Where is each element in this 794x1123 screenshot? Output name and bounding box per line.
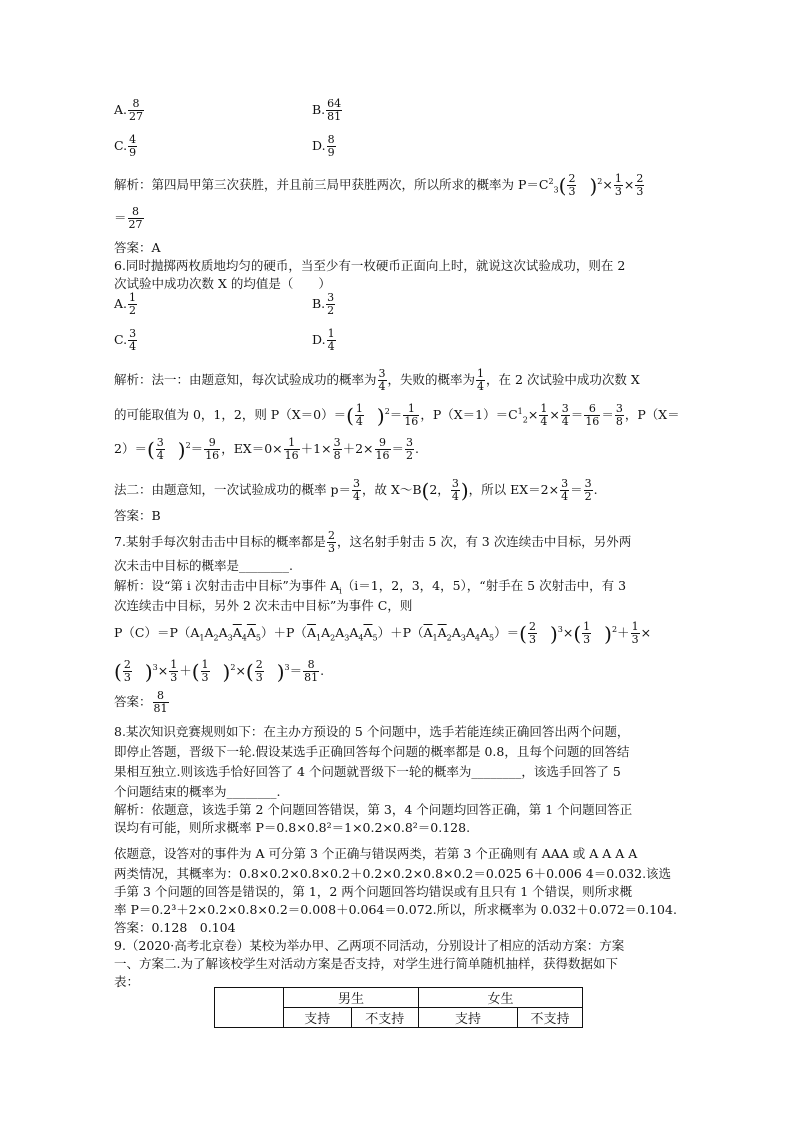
table-header-male: 男生	[284, 988, 419, 1008]
q6-option-b: B. $\frac{3}{2}$	[312, 291, 335, 317]
q6-option-a: A. $\frac{1}{2}$	[114, 291, 137, 317]
q9-stem-line1: 9.（2020·高考北京卷）某校为举办甲、乙两项不同活动，分别设计了相应的活动方案：方案	[114, 938, 625, 953]
q6-method1-line2: 的可能取值为 0，1，2，则 P（X＝0）＝( $\frac{1}{4}$ )$^2$＝ $\frac{1}{16}$ ，$P(X=1)=C^1_2\times$ $\frac{1}{4}$ × $\frac{3}{4}$ ＝ $\frac{6}{16}$ ＝ $\frac{3}{8}$ ，P（X＝	[114, 402, 680, 429]
q6-answer: 答案：B	[114, 508, 161, 523]
q8-stem-line3: 果相互独立.则该选手恰好回答了 4 个问题就晋级下一轮的概率为________，该选手回答了 5	[114, 764, 621, 779]
q7-stem-line2: 次未击中目标的概率是________.	[114, 558, 293, 573]
q5-analysis: 解析：第四局甲第三次获胜，并且前三局甲获胜两次，所以所求的概率为 $P=C^2_3$( $\frac{2}{3}$ )$^2$× $\frac{1}{3}$ × $\frac{2}{3}$	[114, 172, 644, 199]
q8-analysis-line2: 误均有可能，则所求概率 P＝0.8×0.8²＝1×0.2×0.8²＝0.128.	[114, 820, 471, 835]
q5-option-d: D. $\frac{8}{9}$	[312, 133, 335, 159]
q8-analysis-line6: 率 P＝0.2³＋2×0.2×0.8×0.2＝0.008＋0.064＝0.072.所以，所求概率为 0.032＋0.072＝0.104.	[114, 902, 677, 917]
q7-analysis-line4: ( $\frac{2}{3}$ )$^3$× $\frac{1}{3}$ ＋( $\frac{1}{3}$ )$^2$×( $\frac{2}{3}$ )$^3$＝ $\frac{8}{81}$ .	[114, 658, 325, 685]
q8-stem-line4: 个问题结束的概率为________.	[114, 784, 281, 799]
q8-analysis-line5: 手第 3 个问题的回答是错误的，第 1，2 两个问题回答均错误或有且只有 1 个错误，则所求概	[114, 884, 633, 899]
q5-result: ＝ $\frac{8}{27}$	[114, 205, 143, 231]
q8-analysis-line3: 依题意，设答对的事件为 A 可分第 3 个正确与错误两类，若第 3 个正确则有 AAA 或 A A A A	[114, 846, 638, 861]
table-corner-cell	[215, 988, 284, 1028]
table-header-female-support: 支持	[419, 1008, 518, 1028]
q6-option-d: D. $\frac{1}{4}$	[312, 327, 335, 353]
q5-option-c: C. $\frac{4}{9}$	[114, 133, 137, 159]
table-header-female: 女生	[419, 988, 583, 1008]
q5-option-b: B. $\frac{64}{81}$	[312, 97, 342, 123]
q7-analysis-line3: $P(C)=P(A_1A_2A_3\overline{A}_4\overline{A}_5)+P(\overline{A}_1A_2A_3A_4\overline{A}_5)+P(\overline{A}_1\overline{A}_2A_3A_4A_5)=$( $\frac{2}{3}$ )$^3$×( $\frac{1}{3}$ )$^2$＋ $\frac{1}{3}$ ×	[114, 620, 652, 647]
q8-stem-line1: 8.某次知识竞赛规则如下：在主办方预设的 5 个问题中，选手若能连续正确回答出两个问题，	[114, 724, 630, 739]
q6-stem-line2: 次试验中成功次数 X 的均值是（ ）	[114, 276, 331, 291]
q8-stem-line2: 即停止答题，晋级下一轮.假设某选手正确回答每个问题的概率都是 0.8，且每个问题的回答结	[114, 744, 630, 759]
table-header-male-not-support: 不支持	[351, 1008, 419, 1028]
q6-method1-line1: 解析：法一：由题意知，每次试验成功的概率为 $\frac{3}{4}$ ，失败的概率为 $\frac{1}{4}$ ，在 2 次试验中成功次数 X	[114, 367, 640, 393]
q7-stem-line1: 7.某射手每次射击击中目标的概率都是 $\frac{2}{3}$ ，这名射手射击 5 次，有 3 次连续击中目标，另外两	[114, 529, 632, 555]
q5-answer: 答案：A	[114, 240, 161, 255]
q6-option-c: C. $\frac{3}{4}$	[114, 327, 137, 353]
table-header-female-not-support: 不支持	[518, 1008, 583, 1028]
q7-analysis-line2: 次连续击中目标，另外 2 次未击中目标”为事件 C，则	[114, 598, 413, 613]
q9-stem-line3: 表：	[114, 974, 140, 989]
q9-stem-line2: 一、方案二.为了解该校学生对活动方案是否支持，对学生进行简单随机抽样，获得数据如下	[114, 956, 618, 971]
q6-stem-line1: 6.同时抛掷两枚质地均匀的硬币，当至少有一枚硬币正面向上时，就说这次试验成功，则在 2	[114, 258, 626, 273]
q6-method2: 法二：由题意知，一次试验成功的概率 p＝ $\frac{3}{4}$ ，故 X～B(2， $\frac{3}{4}$ )，所以 EX＝2× $\frac{3}{4}$ ＝ $\frac{3}{2}$ .	[114, 477, 598, 503]
q5-option-a: A. $\frac{8}{27}$	[114, 97, 144, 123]
q7-analysis-line1: 解析：设“第 i 次射击击中目标”为事件 $A_i(i=1$，2，3，4，5），“射手在 5 次射击中，有 3	[114, 578, 627, 596]
q8-answer: 答案：0.128 0.104	[114, 920, 236, 935]
q6-method1-line3: 2）＝( $\frac{3}{4}$ )$^2$＝ $\frac{9}{16}$ ，EX＝0× $\frac{1}{16}$ ＋1× $\frac{3}{8}$ ＋2× $\frac{9}{16}$ ＝ $\frac{3}{2}$ .	[114, 436, 420, 463]
q8-analysis-line1: 解析：依题意，该选手第 2 个问题回答错误，第 3，4 个问题均回答正确，第 1 个问题回答正	[114, 802, 633, 817]
table-header-male-support: 支持	[284, 1008, 352, 1028]
q9-data-table	[214, 987, 583, 1028]
q7-answer: 答案： $\frac{8}{81}$	[114, 689, 168, 715]
q8-analysis-line4: 两类情况，其概率为：0.8×0.2×0.8×0.2＋0.2×0.2×0.8×0.2＝0.025 6＋0.006 4＝0.032.该选	[114, 866, 672, 881]
